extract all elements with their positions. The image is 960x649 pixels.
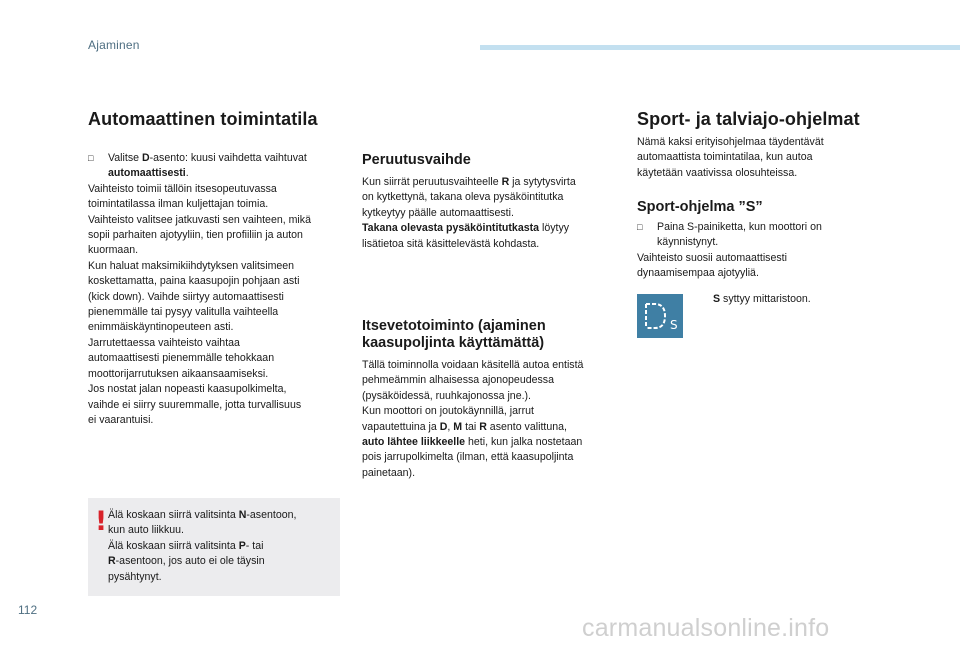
reverse-gear-title: Peruutusvaihde <box>362 152 471 168</box>
sport-winter-title: Sport- ja talviajo-ohjelmat <box>637 109 860 129</box>
sport-mode-indicator-icon <box>637 294 683 338</box>
text-line: toimintatilassa ilman kuljettajan toimia. <box>88 198 269 211</box>
text-line: sopii parhaiten ajotyyliin, tien profiiliin ja auton <box>88 229 303 242</box>
text-line: vaihde ei siirry suuremmalle, jotta turvallisuus <box>88 398 302 411</box>
watermark: carmanualsonline.info <box>582 614 830 642</box>
text-line: pienemmälle tai pysyy valitulla vaihteella <box>88 306 279 319</box>
checkbox-bullet-icon: □ <box>88 153 94 163</box>
automatic-mode-text <box>88 151 344 428</box>
text-line: Vaihteisto valitsee jatkuvasti sen vaihteen, mikä <box>88 213 311 226</box>
text-line: ei vaarantuisi. <box>88 413 154 426</box>
text-line: kuormaan. <box>88 244 139 257</box>
text-line: Kun haluat maksimikiihdytyksen valitsimeen <box>88 259 295 272</box>
text-line: Vaihteisto toimii tällöin itsesopeutuvassa <box>88 182 277 195</box>
text-line: Jos nostat jalan nopeasti kaasupolkimelta, <box>88 383 287 396</box>
sport-program-bullet: □ Paina S-painiketta, kun moottori on käynnistynyt. <box>637 221 822 249</box>
header-bar <box>480 45 960 50</box>
indicator-text: S syttyy mittaristoon. <box>713 293 811 305</box>
creep-function-text: Tällä toiminnolla voidaan käsitellä autoa entistä pehmeämmin alhaisessa ajonopeudessa (pysäköidessä, ruuhkajonossa jne.). Kun moottori on joutokäynnillä, jarrut vapautettuina ja D, M tai R asento valittuna, auto lähtee liikkeelle heti, kun jalka nostetaan pois jarrupolkimelta (ilman, että kaasupoljinta painetaan). <box>362 359 584 479</box>
text-line: Jarrutettaessa vaihteisto vaihtaa <box>88 336 240 349</box>
checkbox-bullet-icon: □ <box>637 222 643 232</box>
reverse-gear-text: Kun siirrät peruutusvaihteelle R ja sytytysvirta on kytkettynä, takana oleva pysäköintitutka kytkeytyy päälle automaattisesti. Takana olevasta pysäköintitutkasta löytyy lisätietoa sitä käsittelevästä kohdasta. <box>362 176 576 250</box>
svg-text:S: S <box>670 318 678 332</box>
ds-icon <box>637 294 683 338</box>
text-line: moottorijarrutuksen aikaansaamiseksi. <box>88 367 269 380</box>
sport-winter-intro: Nämä kaksi erityisohjelmaa täydentävät automaattista toimintatilaa, kun autoa käytetään vaativissa olosuhteissa. <box>637 136 824 179</box>
text-line: enimmäiskäyntinopeuteen asti. <box>88 321 234 334</box>
warning-text: Älä koskaan siirrä valitsinta N-asentoon, kun auto liikkuu. Älä koskaan siirrä valitsinta P- tai R-asentoon, jos auto ei ole täysin pysähtynyt. <box>108 509 297 583</box>
creep-function-title: Itsevetotoiminto (ajaminen kaasupoljinta käyttämättä) <box>362 318 546 351</box>
warning-box <box>88 498 340 596</box>
sport-program-text: □ Paina S-painiketta, kun moottori on käynnistynyt. Vaihteisto suosii automaattisesti dynaamisempaa ajotyyliä. <box>637 220 897 282</box>
automatic-mode-bullet: □ Valitse D-asento: kuusi vaihdetta vaihtuvat automaattisesti. <box>88 152 307 180</box>
sport-program-title: Sport-ohjelma ”S” <box>637 199 763 215</box>
section-label: Ajaminen <box>88 38 140 52</box>
text-line: automaattisesti pienemmälle tehokkaan <box>88 352 275 365</box>
page-number: 112 <box>18 603 38 617</box>
text-line: koskettamatta, paina kaasupojin pohjaan asti <box>88 275 300 288</box>
automatic-mode-title: Automaattinen toimintatila <box>88 109 318 129</box>
warning-icon: ! <box>94 506 108 537</box>
text-line: (kick down). Vaihde siirtyy automaattisesti <box>88 290 284 303</box>
